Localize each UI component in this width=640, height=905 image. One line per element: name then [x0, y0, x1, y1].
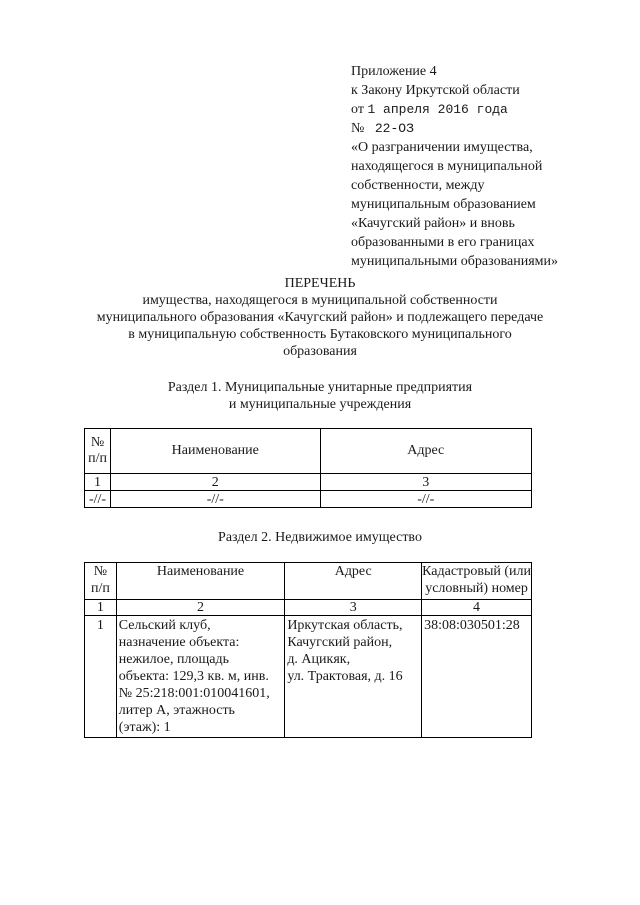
row-name-line: (этаж): 1 — [118, 720, 171, 735]
header-num-line: п/п — [88, 451, 107, 466]
title-line: имущества, находящегося в муниципальной собственности — [142, 293, 498, 308]
header-num — [85, 563, 117, 600]
header-cadastral-line: Кадастровый (или — [422, 564, 531, 579]
index-cell: 3 — [285, 600, 422, 616]
index-cell: 1 — [85, 474, 111, 491]
index-cell: 3 — [320, 474, 532, 491]
header-num-line: п/п — [90, 581, 110, 596]
header-num — [85, 429, 111, 474]
section1-title-line: Раздел 1. Муниципальные унитарные предприятия — [167, 380, 473, 395]
row-address-line: Иркутская область, — [287, 618, 403, 633]
table-cell: -//- — [320, 491, 532, 508]
header-cadastral — [422, 563, 532, 600]
header-name: Наименование — [116, 563, 285, 600]
annex-line: образованными в его границах — [351, 235, 535, 250]
table-cell: -//- — [85, 491, 111, 508]
annex-number-line — [351, 119, 636, 138]
row-address-line: д. Ацикяк, — [287, 652, 351, 667]
index-cell: 2 — [116, 600, 285, 616]
section2-title: Раздел 2. Недвижимое имущество — [218, 530, 422, 545]
header-cadastral-line: условный) номер — [425, 581, 528, 596]
row-address-line: Качугский район, — [287, 635, 393, 650]
annex-line: к Закону Иркутской области — [351, 83, 520, 98]
section1-title — [0, 379, 640, 413]
index-cell: 4 — [422, 600, 532, 616]
row-name-line: объекта: 129,3 кв. м, инв. — [118, 669, 269, 684]
annex-line: собственности, между — [351, 178, 485, 193]
row-name-line: нежилое, площадь — [118, 652, 230, 667]
annex-line: «О разграничении имущества, — [351, 140, 533, 155]
document-title — [0, 275, 640, 360]
annex-date-line — [351, 100, 636, 119]
table-row — [85, 491, 532, 508]
title-line: в муниципальную собственность Бутаковского муниципального — [128, 327, 512, 342]
row-cadastral: 38:08:030501:28 — [422, 616, 532, 738]
header-num-line: № — [93, 564, 108, 579]
header-address: Адрес — [285, 563, 422, 600]
row-address-line: ул. Трактовая, д. 16 — [287, 669, 403, 684]
table-row — [85, 616, 532, 738]
row-name-line: № 25:218:001:010041601, — [118, 686, 270, 701]
annex-line: муниципальным образованием — [351, 197, 536, 212]
section1-title-line: и муниципальные учреждения — [228, 397, 412, 412]
table-header-row — [85, 563, 532, 600]
row-name-line: назначение объекта: — [118, 635, 240, 650]
section2-table — [84, 562, 532, 738]
annex-header — [351, 62, 636, 271]
annex-line: «Качугский район» и вновь — [351, 216, 515, 231]
row-name — [116, 616, 285, 738]
index-cell: 1 — [85, 600, 117, 616]
index-cell: 2 — [111, 474, 320, 491]
table-cell: -//- — [111, 491, 320, 508]
section1-table — [84, 428, 532, 508]
title-heading: ПЕРЕЧЕНЬ — [284, 276, 356, 291]
header-name: Наименование — [111, 429, 320, 474]
annex-line: муниципальными образованиями» — [351, 254, 558, 269]
annex-number-prefix: № — [351, 121, 368, 136]
header-address: Адрес — [320, 429, 532, 474]
title-line: образования — [283, 344, 357, 359]
header-num-line: № — [90, 435, 105, 450]
annex-date: 1 апреля 2016 года — [367, 102, 508, 117]
table-index-row — [85, 474, 532, 491]
row-num: 1 — [85, 616, 117, 738]
annex-number: 22-ОЗ — [374, 121, 414, 136]
annex-line: Приложение 4 — [351, 64, 437, 79]
annex-date-prefix: от — [351, 102, 368, 117]
row-name-line: литер А, этажность — [118, 703, 235, 718]
annex-line: находящегося в муниципальной — [351, 159, 543, 174]
table-header-row — [85, 429, 532, 474]
row-name-line: Сельский клуб, — [118, 618, 211, 633]
row-address — [285, 616, 422, 738]
title-line: муниципального образования «Качугский район» и подлежащего передаче — [96, 310, 544, 325]
table-index-row — [85, 600, 532, 616]
